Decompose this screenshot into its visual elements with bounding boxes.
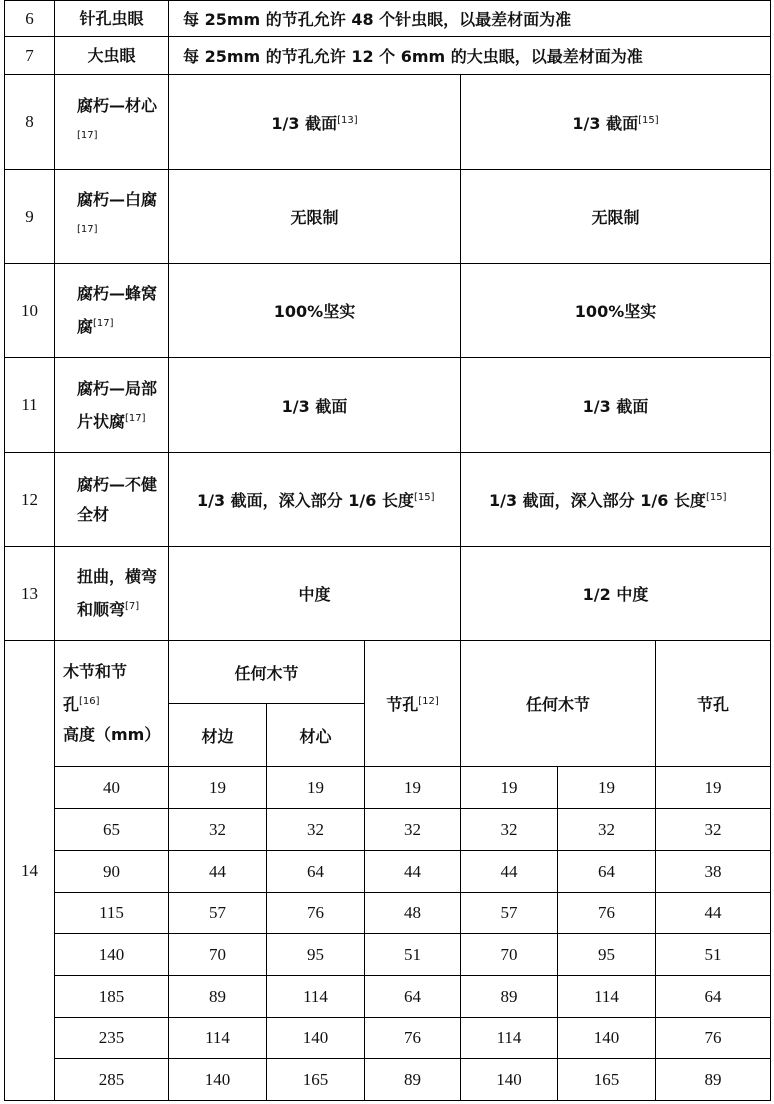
- defect-name: 腐朽—白腐: [77, 190, 158, 209]
- value-cell: 32: [365, 809, 461, 851]
- reference: [15]: [413, 492, 435, 503]
- limit-left: [169, 75, 461, 170]
- knot-height: 65: [55, 809, 169, 851]
- value-cell: 64: [558, 851, 656, 893]
- value-cell: 114: [169, 1018, 267, 1059]
- table-row: [5, 358, 771, 453]
- table-row: [5, 851, 771, 893]
- value-cell: 140: [169, 1059, 267, 1101]
- value-cell: 57: [461, 893, 558, 934]
- table-row: [5, 934, 771, 976]
- value-cell: 19: [558, 767, 656, 809]
- any-knot-header-right: 任何木节: [461, 641, 656, 767]
- defect-name: 腐朽—材心: [77, 95, 158, 115]
- row-number: 7: [5, 37, 55, 75]
- knot-height: 115: [55, 893, 169, 934]
- defect-name: 扭曲，横弯和顺弯: [77, 567, 158, 619]
- limit-right: 1/2 中度: [461, 547, 771, 641]
- defect-rule: 每 25mm 的节孔允许 12 个 6mm 的大虫眼，以最差材面为准: [169, 37, 771, 75]
- table-row: [5, 75, 771, 170]
- value-cell: 32: [656, 809, 771, 851]
- value-cell: 51: [365, 934, 461, 976]
- defect-name-cell: [55, 75, 169, 170]
- value-cell: 32: [267, 809, 365, 851]
- row-number: 14: [5, 641, 55, 1101]
- value-cell: 89: [169, 976, 267, 1018]
- limit-left-text: 1/3 截面: [271, 113, 338, 133]
- knot-height: 140: [55, 934, 169, 976]
- limit-right: 无限制: [461, 170, 771, 264]
- reference: [17]: [77, 129, 98, 141]
- limit-left: 1/3 截面: [169, 358, 461, 453]
- value-cell: 89: [461, 976, 558, 1018]
- value-cell: 32: [461, 809, 558, 851]
- value-cell: 95: [267, 934, 365, 976]
- value-cell: 114: [558, 976, 656, 1018]
- table-row: [5, 170, 771, 264]
- row-number: 10: [5, 264, 55, 358]
- knot-header-row: [5, 641, 771, 704]
- hole-header-left: [365, 641, 461, 767]
- value-cell: 76: [558, 893, 656, 934]
- limit-left: 无限制: [169, 170, 461, 264]
- value-cell: 19: [267, 767, 365, 809]
- defect-table: [4, 0, 771, 1101]
- defect-name-cell: [55, 358, 169, 453]
- knot-label-cell: [55, 641, 169, 767]
- value-cell: 44: [169, 851, 267, 893]
- hole-header-left-text: 节孔: [386, 695, 419, 714]
- table-row: [5, 1059, 771, 1101]
- value-cell: 76: [656, 1018, 771, 1059]
- value-cell: 32: [169, 809, 267, 851]
- value-cell: 48: [365, 893, 461, 934]
- limit-right: [461, 453, 771, 547]
- defect-name: 大虫眼: [55, 37, 169, 75]
- value-cell: 64: [656, 976, 771, 1018]
- value-cell: 64: [365, 976, 461, 1018]
- value-cell: 51: [656, 934, 771, 976]
- row-number: 13: [5, 547, 55, 641]
- table-row: [5, 453, 771, 547]
- limit-right: 1/3 截面: [461, 358, 771, 453]
- knot-label-line2-wrap: [63, 687, 168, 720]
- value-cell: 19: [656, 767, 771, 809]
- value-cell: 165: [558, 1059, 656, 1101]
- knot-label-line2: 孔: [63, 695, 80, 714]
- value-cell: 140: [267, 1018, 365, 1059]
- reference: [15]: [705, 492, 727, 503]
- table-row: [5, 893, 771, 934]
- limit-right: 100%坚实: [461, 264, 771, 358]
- defect-name-cell: [55, 547, 169, 641]
- value-cell: 89: [365, 1059, 461, 1101]
- value-cell: 76: [267, 893, 365, 934]
- limit-right: [461, 75, 771, 170]
- reference: [17]: [77, 224, 98, 235]
- value-cell: 140: [461, 1059, 558, 1101]
- value-cell: 114: [267, 976, 365, 1018]
- any-knot-header-left: 任何木节: [169, 641, 365, 704]
- defect-name-cell: [55, 453, 169, 547]
- limit-left: 中度: [169, 547, 461, 641]
- reference: [12]: [418, 696, 439, 707]
- knot-height: 185: [55, 976, 169, 1018]
- table-row: [5, 547, 771, 641]
- knot-label-line1: 木节和节: [63, 662, 128, 681]
- knot-height: 40: [55, 767, 169, 809]
- hole-header-right: 节孔: [656, 641, 771, 767]
- value-cell: 70: [169, 934, 267, 976]
- defect-name-cell: [55, 170, 169, 264]
- reference: [17]: [125, 412, 146, 424]
- value-cell: 32: [558, 809, 656, 851]
- value-cell: 114: [461, 1018, 558, 1059]
- row-number: 6: [5, 1, 55, 37]
- value-cell: 89: [656, 1059, 771, 1101]
- edge-header: 材边: [169, 704, 267, 767]
- table-row: [5, 809, 771, 851]
- row-number: 12: [5, 453, 55, 547]
- knot-label-line3: 高度（mm）: [63, 725, 161, 744]
- value-cell: 19: [169, 767, 267, 809]
- row-number: 9: [5, 170, 55, 264]
- limit-left-text: 1/3 截面，深入部分 1/6 长度: [197, 491, 414, 510]
- value-cell: 19: [365, 767, 461, 809]
- defect-name: 针孔虫眼: [55, 1, 169, 37]
- value-cell: 140: [558, 1018, 656, 1059]
- reference: [13]: [337, 114, 358, 126]
- table-row: [5, 264, 771, 358]
- defect-rule: 每 25mm 的节孔允许 48 个针虫眼，以最差材面为准: [169, 1, 771, 37]
- reference: [16]: [79, 696, 100, 707]
- limit-right-text: 1/3 截面，深入部分 1/6 长度: [489, 491, 706, 510]
- value-cell: 76: [365, 1018, 461, 1059]
- value-cell: 64: [267, 851, 365, 893]
- reference: [7]: [125, 601, 140, 612]
- reference: [17]: [93, 318, 114, 329]
- row-number: 8: [5, 75, 55, 170]
- knot-height: 285: [55, 1059, 169, 1101]
- value-cell: 38: [656, 851, 771, 893]
- table-row: [5, 37, 771, 75]
- value-cell: 44: [461, 851, 558, 893]
- knot-height: 235: [55, 1018, 169, 1059]
- value-cell: 95: [558, 934, 656, 976]
- table-row: [5, 976, 771, 1018]
- knot-height: 90: [55, 851, 169, 893]
- limit-left: 100%坚实: [169, 264, 461, 358]
- value-cell: 57: [169, 893, 267, 934]
- core-header: 材心: [267, 704, 365, 767]
- value-cell: 19: [461, 767, 558, 809]
- defect-name: 腐朽—不健全材: [77, 474, 158, 524]
- table-row: [5, 767, 771, 809]
- limit-right-text: 1/3 截面: [572, 113, 639, 133]
- table-row: [5, 1018, 771, 1059]
- defect-name: 腐朽—蜂窝腐: [77, 284, 158, 336]
- value-cell: 165: [267, 1059, 365, 1101]
- row-number: 11: [5, 358, 55, 453]
- reference: [15]: [638, 114, 659, 126]
- limit-left: [169, 453, 461, 547]
- defect-name: 腐朽—局部片状腐: [77, 378, 158, 431]
- value-cell: 44: [656, 893, 771, 934]
- defect-name-cell: [55, 264, 169, 358]
- value-cell: 44: [365, 851, 461, 893]
- table-row: [5, 1, 771, 37]
- value-cell: 70: [461, 934, 558, 976]
